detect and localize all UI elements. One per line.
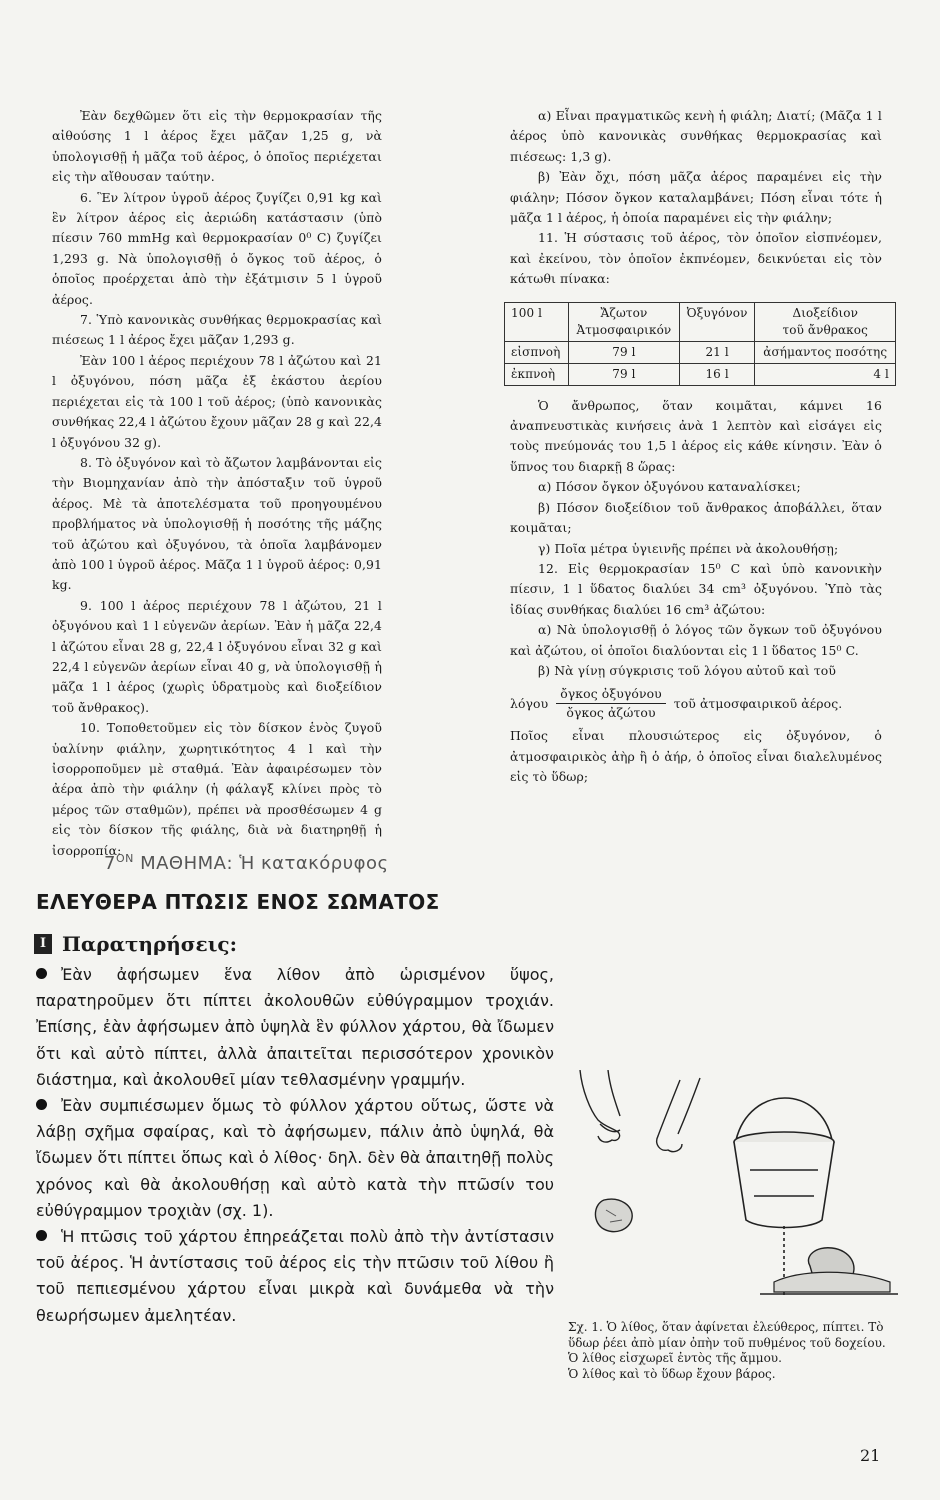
table-header-cell (569, 302, 680, 341)
ratio-denominator: ὄγκος ἀζώτου (566, 705, 656, 721)
table-cell: ἀσήμαντος ποσότης (755, 341, 896, 363)
problem-10-text: 10. Τοποθετοῦμεν εἰς τὸν δίσκον ἑνὸς ζυγοῦ ὑαλίνην φιάλην, χωρητικότητος 4 l καὶ τὴν ἰσορροποῦμεν μὲ σταθμά. Ἐὰν ἀφαιρέσωμεν τὸν ἀέρα ἀπὸ τὴν φιάλην (ἡ φάλαγξ κλίνει πρὸς τὸ μέρος τῶν σταθμῶν), πρέπει νὰ προσθέσωμεν 4 g εἰς τὸν δίσκον τῆς φιάλης, διὰ νὰ διατηρηθῇ ἡ ἰσορροπία: (52, 720, 382, 858)
question-b: β) Πόσον διοξείδιον τοῦ ἄνθρακος ἀποβάλλει, ὅταν κοιμᾶται; (510, 499, 882, 536)
observation-text-2: Ἐὰν συμπιέσωμεν ὅμως τὸ φύλλον χάρτου οὕτως, ὥστε νὰ λάβῃ σχῆμα σφαίρας, καὶ τὸ ἀφήσωμεν, πάλιν ἀπὸ ὑψηλά, θὰ ἴδωμεν ὅτι πίπτει ὅπως καὶ ὁ λίθος· δηλ. δὲν θὰ ἀπαιτηθῇ πολὺς χρόνος καὶ θὰ ἀκολουθήσῃ καὶ αὐτὸ κατὰ τὴν πτῶσίν του εὐθύγραμμον τροχιὰν (σχ. 1). (36, 1096, 554, 1220)
falling-bodies-figure (560, 1070, 900, 1320)
section-heading: ΕΛΕΥΘΕΡΑ ΠΤΩΣΙΣ ΕΝΟΣ ΣΩΜΑΤΟΣ (36, 890, 440, 914)
table-row (505, 341, 896, 363)
ratio-fraction (556, 685, 666, 722)
ratio-formula (510, 685, 882, 722)
bullet-icon (36, 1230, 47, 1241)
problem-8-text: 8. Τὸ ὀξυγόνον καὶ τὸ ἄζωτον λαμβάνονται εἰς τὴν Βιομηχανίαν ἀπὸ τὴν ἀπόσταξιν τοῦ ὑγροῦ ἀέρος. Μὲ τὰ ἀποτελέσματα τοῦ προηγουμένου προβλήματος νὰ ὑπολογισθῇ ἡ ποσότης τῆς μάζης τοῦ ἀζώτου καὶ ὀξυγόνου, τὰ ὁποῖα λαμβάνομεν ἀπὸ 100 l ὑγροῦ ἀέρος. Μᾶζα 1 l ὑγροῦ ἀέρος: 0,91 kg. (52, 454, 382, 593)
table-cell: 79 l (569, 363, 680, 385)
problem-12-c: Ποῖος εἶναι πλουσιώτερος εἰς ὀξυγόνον, ὁ ἀτμοσφαιρικὸς ἀὴρ ἢ ὁ ἀήρ, ὁ ὁποῖος εἶναι διαλελυμένος εἰς τὸ ὕδωρ; (510, 728, 882, 785)
air-composition-table (504, 302, 896, 386)
question-a: α) Πόσον ὄγκον ὀξυγόνου καταναλίσκει; (538, 479, 801, 495)
table-header-carbon: τοῦ ἄνθρακος (782, 322, 868, 337)
left-column (52, 106, 382, 861)
problem-10-question-b: β) Ἐὰν ὄχι, πόση μᾶζα ἀέρος παραμένει εἰς τὴν φιάλην; Πόσον ὄγκον καταλαμβάνει; Πόση εἶναι τότε ἡ μᾶζα 1 l ἀέρος, ἡ ὁποία παραμένει εἰς τὴν φιάλην; (510, 169, 882, 226)
lesson-number: 7 (104, 853, 116, 874)
table-row (505, 363, 896, 385)
lesson-title (104, 852, 504, 874)
human-breathing-text: Ὁ ἄνθρωπος, ὅταν κοιμᾶται, κάμνει 16 ἀναπνευστικὰς κινήσεις ἀνὰ 1 λεπτὸν καὶ εἰσάγει εἰς τοὺς πνεύμονάς του 1,5 l ἀέρος εἰς κάθε κίνησιν. Ἐὰν ὁ ὕπνος του διαρκῇ 8 ὥρας: (510, 397, 882, 474)
lesson-name: ΜΑΘΗΜΑ: Ἡ κατακόρυφος (133, 853, 389, 874)
observations-title: Παρατηρήσεις: (62, 932, 237, 956)
problem-10-question-a: α) Εἶναι πραγματικῶς κενὴ ἡ φιάλη; Διατί; (Μᾶζα 1 l ἀέρος ὑπὸ κανονικὰς συνθήκας θερμοκρασίας καὶ πιέσεως: 1,3 g). (510, 108, 882, 164)
problem-6-text: 6. Ἓν λίτρον ὑγροῦ ἀέρος ζυγίζει 0,91 kg καὶ ἓν λίτρον ἀέρος εἰς ἀεριώδη κατάστασιν (ὑπὸ πίεσιν 760 mmHg καὶ θερμοκρασίαν 0⁰ C) ζυγίζει 1,293 g. Νὰ ὑπολογισθῇ ὁ ὄγκος τοῦ ἀέρος, ὁ ὁποῖος προέρχεται ἀπὸ τὴν ἐξάτμισιν 5 l ὑγροῦ ἀέρος. (52, 189, 382, 307)
paper-ball-illustration (595, 1199, 632, 1232)
table-header-row (505, 302, 896, 341)
table-row-label: εἰσπνοὴ (505, 341, 569, 363)
right-hand-illustration (657, 1078, 700, 1152)
table-cell: 16 l (679, 363, 755, 385)
question-c: γ) Ποῖα μέτρα ὑγιεινῆς πρέπει νὰ ἀκολουθήσῃ; (538, 540, 839, 556)
caption-line: Ὁ λίθος εἰσχωρεῖ ἐντὸς τῆς ἄμμου. (568, 1351, 782, 1365)
left-hand-illustration (580, 1070, 620, 1142)
table-header-dioxide: Διοξείδιον (792, 305, 859, 320)
observations-heading (34, 932, 237, 956)
table-header-nitrogen: Ἄζωτον (600, 305, 648, 320)
caption-line: Ὁ λίθος καὶ τὸ ὕδωρ ἔχουν βάρος. (568, 1366, 776, 1381)
lesson-ordinal: ΟΝ (115, 852, 134, 865)
table-cell: 79 l (569, 341, 680, 363)
table-row-label: ἐκπνοὴ (505, 363, 569, 385)
problem-12-text: 12. Εἰς θερμοκρασίαν 15⁰ C καὶ ὑπὸ κανονικὴν πίεσιν, 1 l ὕδατος διαλύει 34 cm³ ὀξυγόνου. Ὑπὸ τὰς ἰδίας συνθήκας διαλύει 16 cm³ ἀζώτου: (510, 560, 882, 617)
observation-paragraph (36, 1224, 554, 1329)
sand-illustration (760, 1272, 898, 1294)
ratio-prefix: λόγου (510, 695, 549, 711)
table-header-oxygen: Ὀξυγόνον (679, 302, 755, 341)
bullet-icon (36, 968, 47, 979)
problem-12-b: β) Νὰ γίνῃ σύγκρισις τοῦ λόγου αὐτοῦ καὶ τοῦ (538, 662, 836, 678)
observation-text-1: Ἐὰν ἀφήσωμεν ἕνα λίθον ἀπὸ ὡρισμένον ὕψος, παρατηροῦμεν ὅτι πίπτει ἀκολουθῶν εὐθύγραμμον τροχιάν. Ἐπίσης, ἐὰν ἀφήσωμεν ἀπὸ ὑψηλὰ ἓν φύλλον χάρτου, θὰ ἴδωμεν ὅτι καὶ αὐτὸ πίπτει, ἀλλὰ ἀπαιτεῖται περισσότερον χρονικὸν διάστημα, καὶ ἀκολουθεῖ μίαν τεθλασμένην γραμμήν. (36, 965, 554, 1089)
problem-9-text: 9. 100 l ἀέρος περιέχουν 78 l ἀζώτου, 21 l ὀξυγόνου καὶ 1 l εὐγενῶν ἀερίων. Ἐὰν ἡ μᾶζα 22,4 l ἀζώτου εἶναι 28 g, 22,4 l ὀξυγόνου εἶναι 32 g καὶ 22,4 l εὐγενῶν ἀερίων εἶναι 40 g, νὰ ὑπολογισθῇ ἡ μᾶζα 1 l ἀέρος (χωρὶς ὑδρατμοὺς καὶ διοξείδιον τοῦ ἄνθρακος). (52, 597, 382, 715)
observation-paragraph (36, 1093, 554, 1224)
ratio-suffix: τοῦ ἀτμοσφαιρικοῦ ἀέρος. (673, 695, 843, 711)
problem-7-text: 7. Ὑπὸ κανονικὰς συνθήκας θερμοκρασίας καὶ πιέσεως 1 l ἀέρος ἔχει μᾶζαν 1,293 g. (52, 312, 382, 348)
observation-paragraph (36, 962, 554, 1093)
problem-7-continued: Ἐὰν 100 l ἀέρος περιέχουν 78 l ἀζώτου καὶ 21 l ὀξυγόνου, πόση μᾶζα ἐξ ἑκάστου ἀερίου περιέχεται εἰς τὰ 100 l τοῦ ἀέρος; (ὑπὸ κανονικὰς συνθήκας 22,4 l ἀζώτου ἔχουν μᾶζαν 28 g καὶ 22,4 l ὀξυγόνου 32 g). (52, 352, 382, 450)
ratio-numerator: ὄγκος ὀξυγόνου (556, 685, 666, 704)
figure-caption (568, 1320, 886, 1382)
problem-5-text: Ἐὰν δεχθῶμεν ὅτι εἰς τὴν θερμοκρασίαν τῆς αἰθούσης 1 l ἀέρος ἔχει μᾶζαν 1,25 g, νὰ ὑπολογισθῇ ἡ μᾶζα τοῦ ἀέρος, ὁ ὁποῖος περιέχεται εἰς τὴν αἴθουσαν ταύτην. (52, 108, 382, 185)
section-number-badge: I (34, 934, 52, 954)
problem-11-text: 11. Ἡ σύστασις τοῦ ἀέρος, τὸν ὁποῖον εἰσπνέομεν, καὶ ἐκείνου, τὸν ὁποῖον ἐκπνέομεν, δεικνύεται εἰς τὸν κάτωθι πίνακα: (510, 230, 882, 287)
table-header-atmospheric: Ἀτμοσφαιρικόν (576, 322, 672, 337)
table-cell: 21 l (679, 341, 755, 363)
caption-line: Σχ. 1. Ὁ λίθος, ὅταν ἀφίνεται ἐλεύθερος, πίπτει. Τὸ ὕδωρ ῥέει ἀπὸ μίαν ὀπὴν τοῦ πυθμένος τοῦ δοχείου. (568, 1320, 886, 1350)
problem-12-a: α) Νὰ ὑπολογισθῇ ὁ λόγος τῶν ὄγκων τοῦ ὀξυγόνου καὶ ἀζώτου, οἱ ὁποῖοι διαλύονται εἰς 1 l ὕδατος 15⁰ C. (510, 622, 882, 658)
observations-body (36, 962, 554, 1329)
right-column (510, 106, 889, 788)
page-number: 21 (860, 1446, 881, 1465)
table-cell: 4 l (755, 363, 896, 385)
observation-text-3: Ἡ πτῶσις τοῦ χάρτου ἐπηρεάζεται πολὺ ἀπὸ τὴν ἀντίστασιν τοῦ ἀέρος. Ἡ ἀντίστασις τοῦ ἀέρος εἰς τὴν πτῶσιν τοῦ λίθου ἢ τοῦ πεπιεσμένου χάρτου εἶναι μικρὰ καὶ δυνάμεθα νὰ τὴν θεωρήσωμεν ἀμελητέαν. (36, 1227, 554, 1325)
table-header-cell (755, 302, 896, 341)
table-header-cell: 100 l (505, 302, 569, 341)
bullet-icon (36, 1099, 47, 1110)
